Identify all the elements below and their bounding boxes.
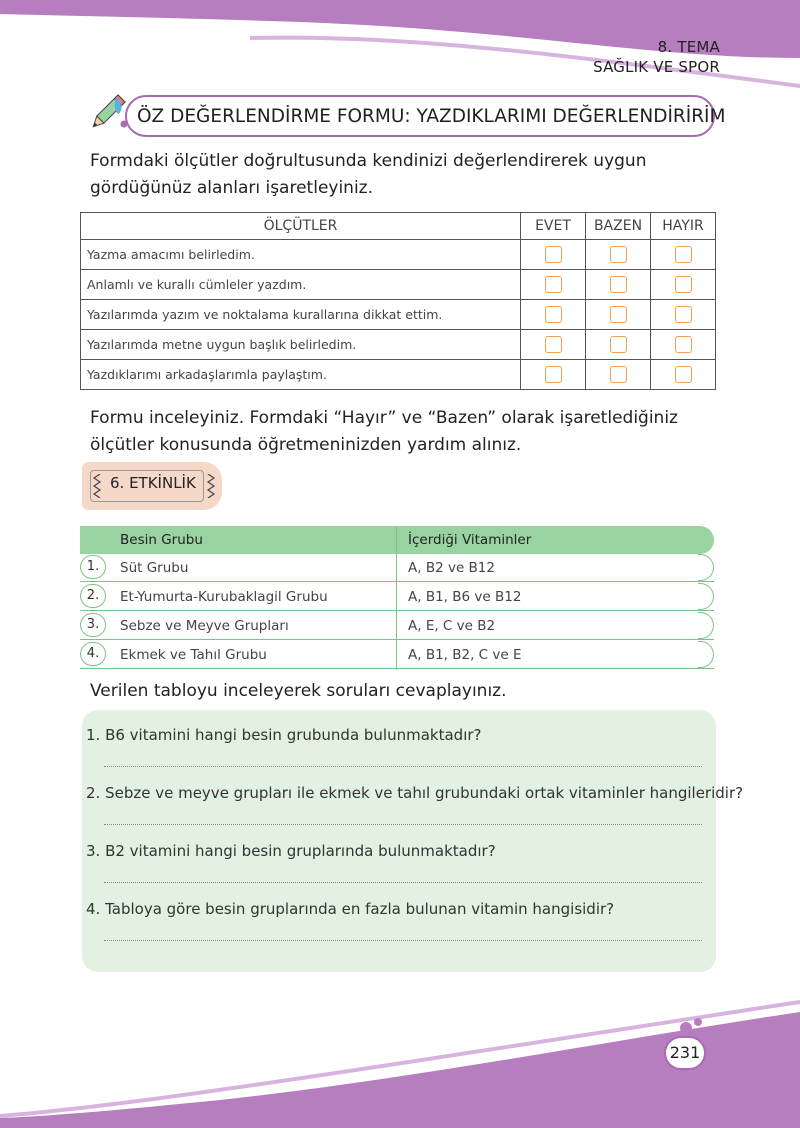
food-group: Süt Grubu bbox=[120, 560, 189, 576]
row-number: 2. bbox=[80, 584, 106, 608]
vitamin-list: A, E, C ve B2 bbox=[408, 618, 496, 634]
criterion-text: Yazılarımda yazım ve noktalama kurallarına dikkat ettim. bbox=[81, 300, 521, 330]
instruction-text-1 bbox=[90, 148, 730, 202]
answer-line-3[interactable] bbox=[104, 882, 702, 883]
row-number: 4. bbox=[80, 642, 106, 666]
row-end-cap bbox=[698, 641, 714, 668]
activity-label: 6. ETKİNLİK bbox=[110, 474, 196, 492]
sometimes-checkbox[interactable] bbox=[610, 246, 627, 263]
table-row bbox=[80, 641, 714, 669]
yes-checkbox[interactable] bbox=[545, 366, 562, 383]
instruction-line: Formdaki ölçütler doğrultusunda kendinizi değerlendirerek uygun bbox=[90, 151, 647, 171]
criterion-text: Yazılarımda metne uygun başlık belirledim. bbox=[81, 330, 521, 360]
vitamin-table-header bbox=[80, 526, 714, 554]
question-1: 1. B6 vitamini hangi besin grubunda bulunmaktadır? bbox=[86, 726, 482, 744]
no-checkbox[interactable] bbox=[675, 276, 692, 293]
row-number: 3. bbox=[80, 613, 106, 637]
table-row bbox=[81, 330, 716, 360]
questions-panel bbox=[82, 710, 744, 972]
question-2: 2. Sebze ve meyve grupları ile ekmek ve tahıl grubundaki ortak vitaminler hangileridir? bbox=[86, 784, 744, 802]
answer-line-4[interactable] bbox=[104, 940, 702, 941]
sometimes-checkbox[interactable] bbox=[610, 336, 627, 353]
criteria-table bbox=[80, 212, 716, 390]
row-end-cap bbox=[698, 612, 714, 639]
page-bubbles-icon bbox=[676, 1014, 716, 1038]
instruction-text-2 bbox=[90, 405, 730, 459]
sometimes-checkbox[interactable] bbox=[610, 306, 627, 323]
instruction-line: ölçütler konusunda öğretmeninizden yardım alınız. bbox=[90, 435, 522, 455]
instruction-line: Formu inceleyiniz. Formdaki “Hayır” ve “Bazen” olarak işaretlediğiniz bbox=[90, 408, 678, 428]
vitamin-list: A, B1, B6 ve B12 bbox=[408, 589, 522, 605]
vitamins-header: İçerdiği Vitaminler bbox=[408, 532, 532, 548]
sometimes-header: BAZEN bbox=[586, 213, 651, 240]
criterion-text: Yazdıklarımı arkadaşlarımla paylaştım. bbox=[81, 360, 521, 390]
criteria-header-row bbox=[81, 213, 716, 240]
activity-badge bbox=[82, 462, 222, 510]
vitamin-list: A, B1, B2, C ve E bbox=[408, 647, 522, 663]
form-title-box bbox=[125, 95, 726, 137]
vitamin-list: A, B2 ve B12 bbox=[408, 560, 495, 576]
yes-checkbox[interactable] bbox=[545, 306, 562, 323]
answer-line-2[interactable] bbox=[104, 824, 702, 825]
food-group-header: Besin Grubu bbox=[120, 532, 203, 548]
yes-header: EVET bbox=[521, 213, 586, 240]
table-row bbox=[80, 583, 714, 611]
criterion-text: Yazma amacımı belirledim. bbox=[81, 240, 521, 270]
zigzag-right-icon bbox=[204, 474, 216, 498]
food-group: Sebze ve Meyve Grupları bbox=[120, 618, 289, 634]
table-row bbox=[81, 240, 716, 270]
page-number: 231 bbox=[664, 1036, 706, 1070]
no-checkbox[interactable] bbox=[675, 246, 692, 263]
sometimes-checkbox[interactable] bbox=[610, 276, 627, 293]
yes-checkbox[interactable] bbox=[545, 276, 562, 293]
no-checkbox[interactable] bbox=[675, 336, 692, 353]
instruction-text-3: Verilen tabloyu inceleyerek soruları cevaplayınız. bbox=[90, 681, 507, 701]
no-header: HAYIR bbox=[651, 213, 716, 240]
yes-checkbox[interactable] bbox=[545, 246, 562, 263]
food-group: Ekmek ve Tahıl Grubu bbox=[120, 647, 267, 663]
sometimes-checkbox[interactable] bbox=[610, 366, 627, 383]
row-end-cap bbox=[698, 554, 714, 581]
theme-name: SAĞLIK VE SPOR bbox=[593, 58, 720, 76]
no-checkbox[interactable] bbox=[675, 366, 692, 383]
zigzag-left-icon bbox=[92, 474, 104, 498]
theme-number: 8. TEMA bbox=[657, 38, 720, 56]
table-row bbox=[81, 360, 716, 390]
question-4: 4. Tabloya göre besin gruplarında en fazla bulunan vitamin hangisidir? bbox=[86, 900, 615, 918]
criteria-header: ÖLÇÜTLER bbox=[81, 213, 521, 240]
row-end-cap bbox=[698, 583, 714, 610]
answer-line-1[interactable] bbox=[104, 766, 702, 767]
table-row bbox=[81, 300, 716, 330]
row-number: 1. bbox=[80, 555, 106, 579]
table-row bbox=[80, 554, 714, 582]
form-title: ÖZ DEĞERLENDİRME FORMU: YAZDIKLARIMI DEĞERLENDİRİRİM bbox=[137, 105, 726, 127]
question-3: 3. B2 vitamini hangi besin gruplarında bulunmaktadır? bbox=[86, 842, 496, 860]
no-checkbox[interactable] bbox=[675, 306, 692, 323]
table-row bbox=[81, 270, 716, 300]
instruction-line: gördüğünüz alanları işaretleyiniz. bbox=[90, 178, 374, 198]
yes-checkbox[interactable] bbox=[545, 336, 562, 353]
criterion-text: Anlamlı ve kurallı cümleler yazdım. bbox=[81, 270, 521, 300]
food-group: Et-Yumurta-Kurubaklagil Grubu bbox=[120, 589, 328, 605]
table-row bbox=[80, 612, 714, 640]
